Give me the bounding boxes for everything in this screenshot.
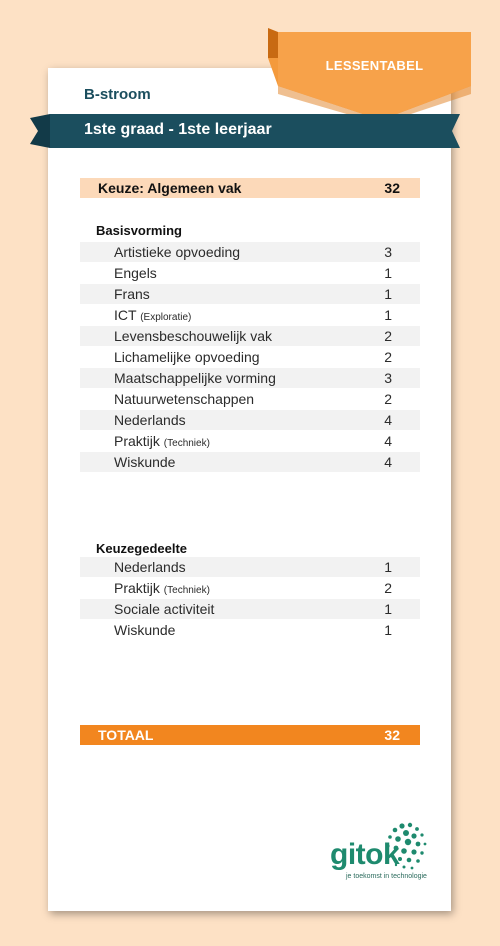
keuzegedeelte-title: Keuzegedeelte [96,541,188,556]
table-row [80,389,420,409]
row-value: 4 [384,433,392,449]
gitok-logo-word: gitok [330,838,400,871]
table-row [80,599,420,619]
keuze-value: 32 [384,180,400,196]
table-row [80,368,420,388]
table-row [80,578,420,598]
row-label: Wiskunde [114,454,176,470]
row-value: 2 [384,580,392,596]
table-row [80,620,420,640]
table-row [80,452,420,472]
totaal-label: TOTAAL [98,727,154,743]
row-note: (Techniek) [163,585,210,596]
table-row [80,347,420,367]
table-row [80,431,420,451]
graad-label: 1ste graad - 1ste leerjaar [84,121,272,138]
row-label: Nederlands [114,559,186,575]
row-label: Nederlands [114,412,186,428]
table-row [80,284,420,304]
row-value: 2 [384,349,392,365]
row-value: 1 [384,601,392,617]
table-row [80,410,420,430]
row-label: Praktijk [114,433,160,449]
keuze-row [80,178,420,198]
row-value: 1 [384,265,392,281]
row-label: Praktijk [114,580,160,596]
row-value: 2 [384,328,392,344]
totaal-row [80,725,420,745]
row-value: 1 [384,286,392,302]
row-label: ICT [114,307,137,323]
row-label: Engels [114,265,157,281]
row-label: Frans [114,286,150,302]
keuze-label: Keuze: Algemeen vak [98,180,242,196]
row-label: Natuurwetenschappen [114,391,255,407]
row-value: 3 [384,244,392,260]
gitok-tagline: je toekomst in technologie [346,873,427,880]
totaal-value: 32 [384,727,400,743]
row-value: 4 [384,412,392,428]
table-row [80,305,420,325]
row-label: Sociale activiteit [114,601,215,617]
table-row [80,263,420,283]
basisvorming-title: Basisvorming [96,223,182,238]
row-label: Lichamelijke opvoeding [114,349,260,365]
row-value: 4 [384,454,392,470]
row-value: 1 [384,559,392,575]
row-label: Wiskunde [114,622,176,638]
row-value: 2 [384,391,392,407]
row-value: 1 [384,307,392,323]
row-note: (Techniek) [163,438,210,449]
row-note: (Exploratie) [140,312,192,323]
lessentabel-tab [268,28,471,120]
table-row [80,326,420,346]
table-row [80,242,420,262]
row-label: Artistieke opvoeding [114,244,241,260]
row-label: Levensbeschouwelijk vak [114,328,272,344]
row-label: Maatschappelijke vorming [114,370,276,386]
row-value: 3 [384,370,392,386]
stroom-title: B-stroom [84,86,151,103]
lessentabel-label: LESSENTABEL [325,58,424,73]
table-row [80,557,420,577]
row-value: 1 [384,622,392,638]
